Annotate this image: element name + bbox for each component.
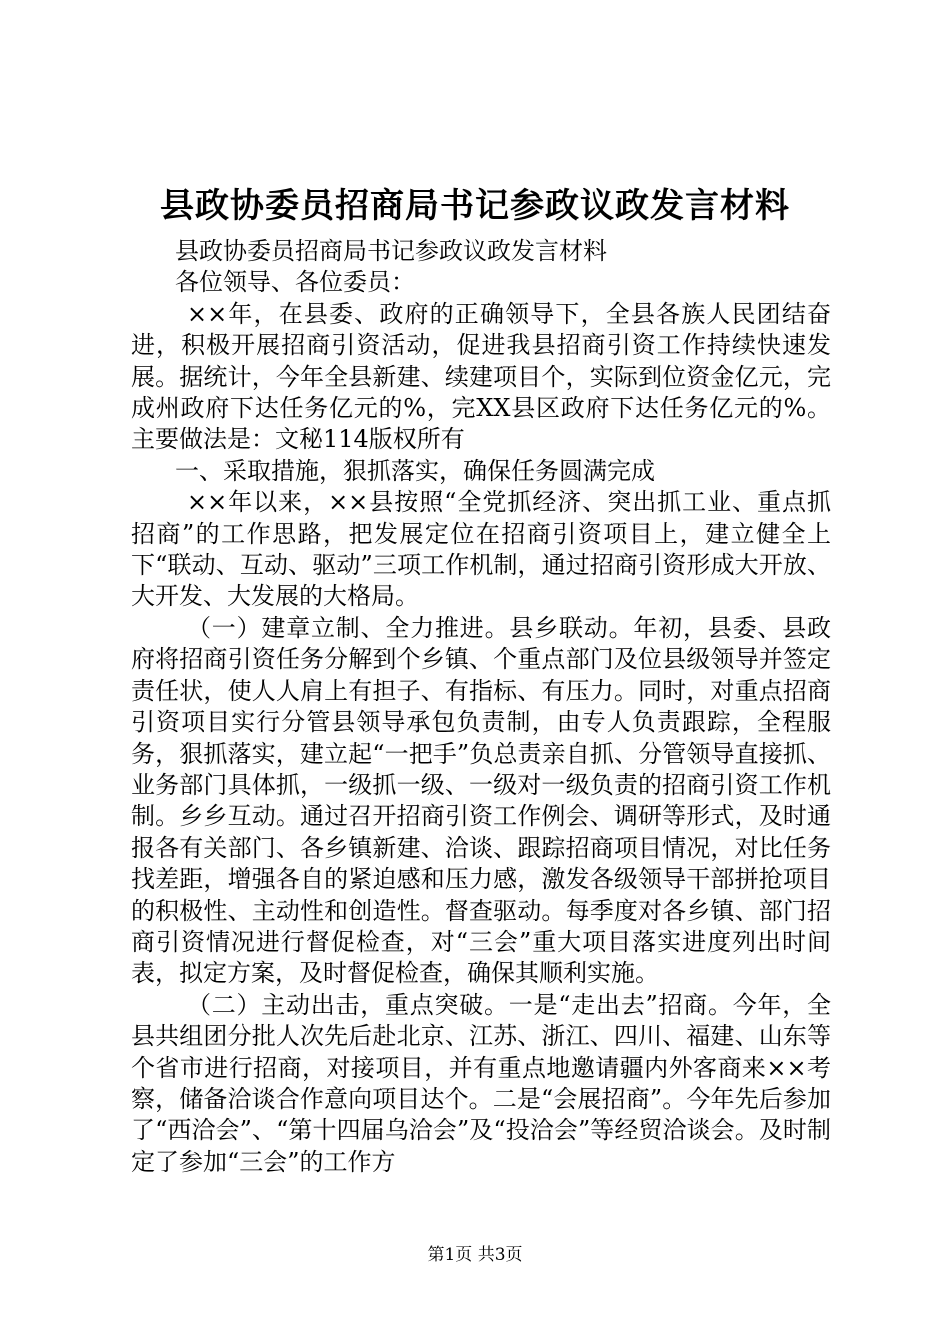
paragraph-salutation: 各位领导、各位委员： (175, 268, 415, 297)
paragraph-subtitle: 县政协委员招商局书记参政议政发言材料 (175, 237, 607, 265)
document-body (131, 236, 831, 1178)
paragraph-subsection-1: （一）建章立制、全力推进。县乡联动。年初，县委、县政府将招商引资任务分解到个乡镇、个重点部门及位县级领导并签定责任状，使人人肩上有担子、有指标、有压力。同时，对重点招商引资项目实行分管县领导承包负责制，由专人负责跟踪，全程服务，狠抓落实，建立起“一把手”负总责亲自抓、分管领导直接抓、业务部门具体抓，一级抓一级、一级对一级负责的招商引资工作机制。乡乡互动。通过召开招商引资工作例会、调研等形式，及时通报各有关部门、各乡镇新建、洽谈、跟踪招商项目情况，对比任务找差距，增强各自的紧迫感和压力感，激发各级领导干部拼抢项目的积极性、主动性和创造性。督查驱动。每季度对各乡镇、部门招商引资情况进行督促检查，对“三会”重大项目落实进度列出时间表，拟定方案，及时督促检查，确保其顺利实施。 (131, 613, 831, 988)
section-heading-1: 一、采取措施，狠抓落实，确保任务圆满完成 (175, 456, 655, 485)
paragraph-intro: ××年，在县委、政府的正确领导下，全县各族人民团结奋进，积极开展招商引资活动，促进我县招商引资工作持续快速发展。据统计，今年全县新建、续建项目个，实际到位资金亿元，完成州政府下达任务亿元的%，完XX县区政府下达任务亿元的%。主要做法是：文秘114版权所有 (131, 299, 831, 454)
paragraph-subsection-2: （二）主动出击，重点突破。一是“走出去”招商。今年，全县共组团分批人次先后赴北京、江苏、浙江、四川、福建、山东等个省市进行招商，对接项目，并有重点地邀请疆内外客商来××考察，储备洽谈合作意向项目达个。二是“会展招商”。今年先后参加了“西洽会”、“第十四届乌洽会”及“投洽会”等经贸洽谈会。及时制定了参加“三会”的工作方 (131, 990, 831, 1176)
paragraph-overview: ××年以来，××县按照“全党抓经济、突出抓工业、重点抓招商”的工作思路，把发展定位在招商引资项目上，建立健全上下“联动、互动、驱动”三项工作机制，通过招商引资形成大开放、大开发、大发展的大格局。 (131, 488, 831, 611)
page-number: 第1页 共3页 (427, 1245, 523, 1265)
document-title: 县政协委员招商局书记参政议政发言材料 (160, 186, 790, 226)
